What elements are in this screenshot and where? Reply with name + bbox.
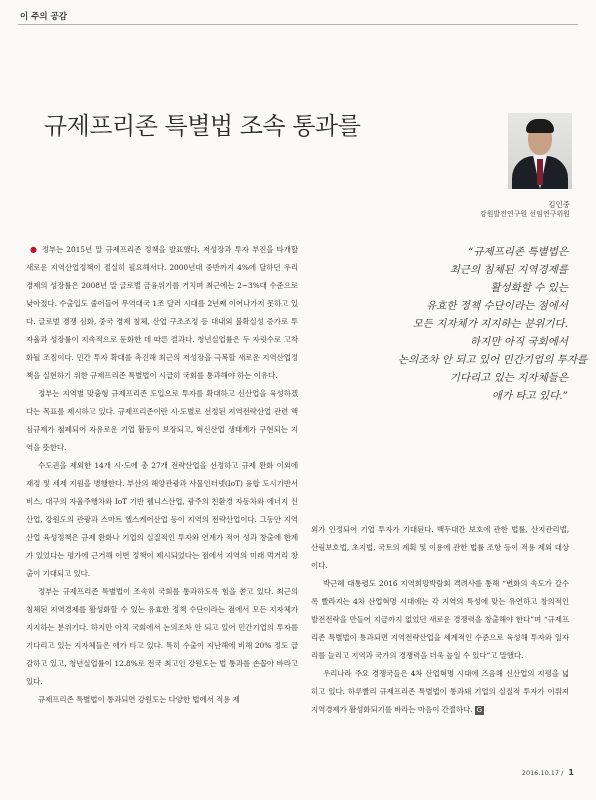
pull-quote-line: 논의조차 안 되고 있어 민간기업의 투자를	[398, 354, 588, 366]
pull-quote-line: 유효한 정책 수단이라는 점에서	[426, 300, 568, 312]
body-paragraph: ● 정부는 2015년 말 규제프리존 정책을 발표했다. 저성장과 투자 부진을 타개할 새로운 지역산업정책이 절실히 필요해서다. 2000년대 중반까지 4%에 달하던 우리 경제의 성장률은 2008년 말 글로벌 금융위기를 거치며 최근에는 2~3%대 수준으로 낮아졌다. 수출입도 줄어들어 무역대국 1조 달러 시대를 2년째 이어나가지 못하고 있다. 글로벌 경쟁 심화, 중국 경제 침체, 산업 구조조정 등 대내외 불확실성 증가로 투자율과 성장률이 지속적으로 둔화한 데 따른 결과다. 청년실업률은 두 자릿수로 고착화될 조짐이다. 민간 투자 확대를 촉진해 최근의 저성장을 극복할 새로운 지역산업정책을 실현하기 위한 규제프리존 특별법이 시급히 국회를 통과해야 하는 이유다.	[26, 245, 298, 380]
author-photo	[508, 113, 572, 189]
pull-quote-line: “규제프리존 특별법은	[468, 246, 568, 258]
author-affiliation: 강원발전연구원 선임연구위원	[479, 210, 570, 218]
body-paragraph: 정부는 규제프리존 특별법이 조속히 국회를 통과하도록 힘을 쏟고 있다. 최근의 침체된 지역경제를 활성화할 수 있는 유효한 정책 수단이라는 점에서 모든 지자체가 지지하는 분위기다. 하지만 아직 국회에서 논의조차 안 되고 있어 민간기업의 투자를 기다리고 있는 지자체들은 애가 타고 있다. 특히 수출이 지난해에 비해 20% 정도 급감하고 있고, 청년실업률이 12.8%로 전국 최고인 강원도는 법 통과를 손꼽아 바라고 있다.	[26, 587, 298, 686]
page-number: 1	[568, 768, 574, 777]
body-paragraph: 규제프리존 특별법이 통과되면 강원도는 다양한 법에서 적용 제	[38, 695, 240, 704]
bullet-icon: ●	[30, 245, 38, 254]
footer-separator: /	[561, 769, 564, 777]
left-column	[26, 241, 298, 709]
page-footer	[522, 768, 574, 777]
author-name: 김인중	[548, 200, 570, 209]
pull-quote-line: 기다리고 있는 지자체들은	[449, 372, 568, 384]
body-paragraph: 정부는 지역별 맞춤형 규제프리존 도입으로 투자를 확대하고 신산업을 육성하겠다는 목표를 제시하고 있다. 규제프리존이란 시·도별로 선정된 지역전략산업 관련 핵심규제가 철폐되어 자유로운 기업 활동이 보장되고, 혁신산업 생태계가 구현되는 지역을 뜻한다.	[26, 389, 298, 452]
pull-quote-line: 애가 타고 있다.”	[491, 390, 568, 402]
end-mark-icon: G	[476, 705, 482, 714]
body-paragraph: 수도권을 제외한 14개 시·도에 총 27개 전략산업을 선정하고 규제 완화 이외에 재정 및 세제 지원을 병행한다. 부산의 해양관광과 사물인터넷(IoT) 융합 도시기반서비스, 대구의 자율주행차와 IoT 기반 웰니스산업, 광주의 친환경 자동차와 에너지 신산업, 강원도의 관광과 스마트 헬스케어산업 등이 지역의 전략산업이다. 그동안 지역산업 육성정책은 규제 완화나 기업의 실질적인 투자와 연계가 적어 성과 창출에 한계가 있었다는 평가에 근거해 이번 정책이 제시되었다는 점에서 지역의 미래 먹거리 창출이 기대되고 있다.	[26, 461, 298, 578]
pull-quote	[398, 243, 588, 405]
body-paragraph: 박근혜 대통령도 2016 지역희망박람회 격려사를 통해 “변화의 속도가 갈수록 빨라지는 4차 산업혁명 시대에는 각 지역의 특성에 맞는 유연하고 창의적인 발전전략을 만들어 지금까지 없었던 새로운 경쟁력을 창출해야 한다”며 “규제프리존 특별법이 통과되면 지역전략산업을 세계적인 수준으로 육성해 투자와 일자리를 늘리고 지역과 국가의 경쟁력을 더욱 높일 수 있다”고 말했다.	[311, 579, 569, 660]
pull-quote-line: 활성화할 수 있는	[490, 282, 568, 294]
body-paragraph: 우리나라 주요 경쟁국들은 4차 산업혁명 시대에 즈음해 신산업의 지평을 넓히고 있다. 하루빨리 규제프리존 특별법이 통과돼 기업의 실질적 투자가 이뤄져 지역경제가 활성화되기를 바라는 마음이 간절하다. G	[311, 669, 569, 714]
issue-date: 2016.10.17	[521, 769, 560, 777]
pull-quote-line: 하지만 아직 국회에서	[470, 336, 568, 348]
pull-quote-line: 최근의 침체된 지역경제를	[449, 264, 568, 276]
section-divider	[18, 24, 578, 25]
pull-quote-line: 모든 지자체가 지지하는 분위기다.	[412, 318, 568, 330]
section-label: 이 주의 공감	[20, 12, 67, 22]
article-title: 규제프리존 특별법 조속 통과를	[44, 112, 361, 140]
right-column	[311, 521, 569, 719]
body-paragraph: 외가 인정되어 기업 투자가 기대된다. 백두대간 보호에 관한 법률, 산지관리법, 산림보호법, 초지법, 국토의 계획 및 이용에 관한 법률 조항 등이 적용 제외 대상이다.	[311, 525, 569, 570]
